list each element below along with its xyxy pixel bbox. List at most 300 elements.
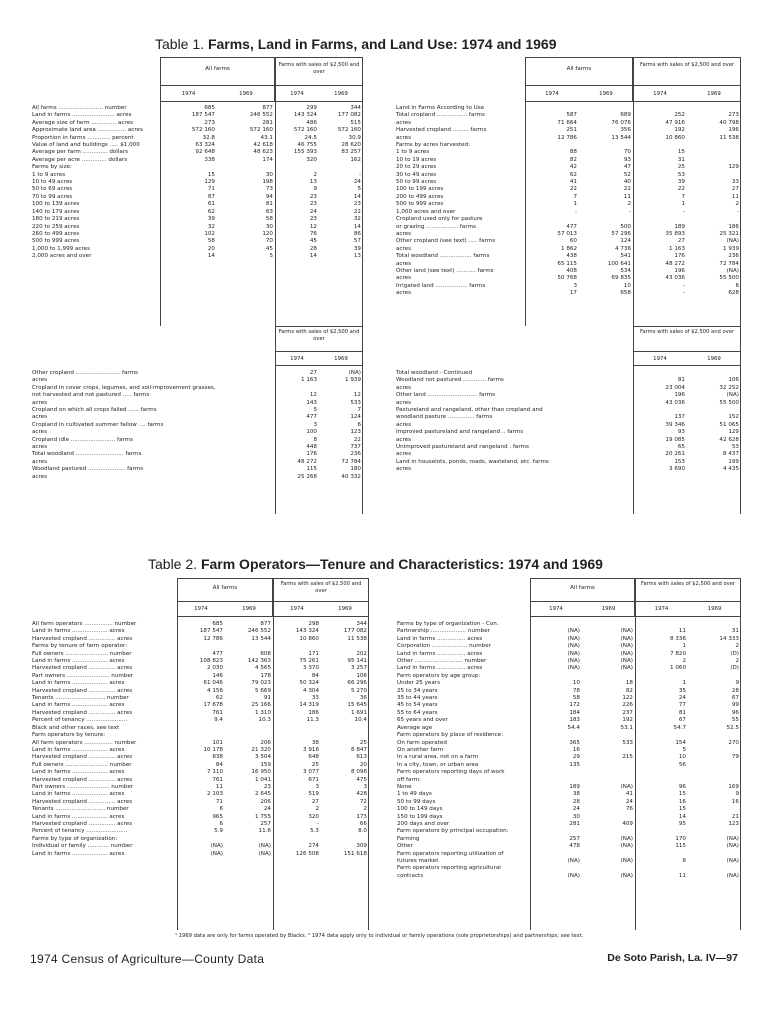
row-label: acres — [396, 230, 412, 237]
table-cell — [225, 725, 273, 732]
table-row — [30, 451, 363, 458]
table-cell: (NA) — [620, 858, 633, 864]
table-cell: 39 — [353, 245, 361, 252]
table-row — [394, 194, 741, 201]
table-cell — [582, 747, 635, 754]
table2-left — [30, 621, 369, 858]
row-label: acres — [32, 444, 48, 451]
table-cell: 4 304 — [302, 687, 319, 694]
table-cell: 143 324 — [295, 628, 319, 635]
table-cell: 76 — [625, 806, 633, 813]
table-cell: 273 — [728, 112, 739, 119]
row-label: 2,000 acres and over — [32, 253, 92, 260]
table-row — [30, 702, 369, 709]
table-cell: 69 835 — [611, 275, 631, 282]
table-cell: 151 618 — [343, 850, 367, 857]
table-cell — [579, 142, 633, 149]
table-cell: 7 — [681, 193, 685, 200]
table-cell: 14 333 — [719, 635, 739, 642]
row-label: Harvested cropland ............... acres — [32, 665, 133, 672]
table-cell: 13 — [309, 179, 317, 186]
table-cell: 14 — [309, 253, 317, 260]
table-cell: 177 082 — [337, 112, 361, 119]
table-cell: 41 — [569, 179, 577, 186]
table-cell: 281 — [569, 820, 580, 827]
table-cell: 41 — [625, 791, 633, 798]
table-cell: 500 — [620, 223, 631, 230]
table-row — [394, 164, 741, 171]
table-cell: 23 — [353, 201, 361, 208]
table-cell — [688, 851, 741, 858]
table-cell — [321, 725, 369, 732]
table-cell: 10 — [678, 754, 686, 761]
table-cell: - — [682, 282, 685, 289]
table-cell: 82 — [625, 687, 633, 694]
table-cell: 54.7 — [673, 724, 686, 731]
table-row — [30, 628, 369, 635]
table-cell — [688, 777, 741, 784]
table-cell: (NA) — [258, 843, 271, 850]
table-row — [395, 643, 741, 650]
table-cell: 2 — [735, 658, 739, 665]
table-row — [394, 231, 741, 238]
table-cell: 32 252 — [719, 384, 739, 391]
row-label: Other cropland (see text) ..... farms — [396, 238, 496, 245]
table-cell: 475 — [356, 776, 367, 783]
table-cell — [530, 777, 582, 784]
footer-page-ref: De Soto Parish, La. IV—97 — [607, 952, 738, 964]
table-cell: 477 — [566, 223, 577, 230]
row-label: Woodland not pastured ............. farms — [396, 377, 504, 384]
table-cell — [582, 814, 635, 821]
row-label: acres — [396, 245, 412, 252]
table-cell: 13 544 — [251, 635, 271, 642]
table-cell: 56 — [678, 761, 686, 768]
table-cell: 320 — [308, 813, 319, 820]
table-cell — [688, 732, 741, 739]
table-cell: 24 — [678, 695, 686, 702]
table-cell — [177, 836, 225, 843]
row-label: 100 to 149 days — [397, 806, 443, 813]
row-label: Total woodland ........................... farms — [32, 451, 142, 458]
row-label: Land in farms .................... acres — [32, 746, 125, 753]
table-cell: 486 — [306, 119, 317, 126]
table-cell: 135 — [569, 761, 580, 768]
t2-right-year-a1: 1974 — [549, 606, 563, 612]
table-cell — [530, 851, 582, 858]
table-cell: 3 — [313, 421, 317, 428]
table-cell: 154 — [675, 739, 686, 746]
table-row — [30, 688, 369, 695]
t2-right-year-b2: 1969 — [707, 606, 722, 612]
table-row — [395, 710, 741, 717]
table-cell: 186 — [308, 709, 319, 716]
table-cell: 169 — [728, 783, 739, 790]
table-cell: (NA) — [726, 392, 739, 399]
table-cell — [530, 769, 582, 776]
table-cell: (NA) — [210, 843, 223, 850]
table-row — [30, 105, 363, 112]
row-label: Total cropland ................. farms — [396, 112, 485, 119]
table-cell: 12 786 — [557, 134, 577, 141]
table-cell: 572 160 — [191, 127, 215, 134]
row-label: 140 to 179 acres — [32, 208, 80, 215]
table-cell — [687, 216, 741, 223]
table-cell — [530, 732, 582, 739]
table-row — [394, 283, 741, 290]
table-row — [30, 120, 363, 127]
table-cell — [273, 836, 321, 843]
table-cell: 172 — [569, 702, 580, 709]
table-cell: 11 — [623, 193, 631, 200]
table-cell: 63 — [265, 208, 273, 215]
table-cell: 27 — [311, 798, 319, 805]
table-cell: 146 — [212, 672, 223, 679]
table-cell: 25 — [311, 761, 319, 768]
row-label: Harvested cropland ............... acres — [32, 709, 133, 716]
row-label: Average per acre .............. dollars — [32, 156, 128, 163]
table-cell: - — [358, 171, 361, 178]
row-label: acres — [396, 134, 412, 141]
row-label: or grazing .................. farms — [396, 223, 476, 230]
table-row — [394, 127, 741, 134]
row-label: Tenants ............................ number — [32, 695, 129, 702]
table-cell: 737 — [350, 444, 361, 451]
table-cell — [530, 865, 582, 872]
row-label: Corporation .................... number — [397, 643, 491, 650]
table-cell: 54.4 — [567, 724, 580, 731]
table-cell: 281 — [262, 119, 273, 126]
table-cell: 608 — [260, 650, 271, 657]
table-cell: 87 — [207, 193, 215, 200]
table-cell — [217, 164, 275, 171]
table-row — [30, 231, 363, 238]
table-row — [394, 385, 741, 392]
table-cell: 124 — [620, 238, 631, 245]
table-cell: 16 — [678, 798, 686, 805]
table-row — [30, 466, 363, 473]
table-cell: (NA) — [567, 643, 580, 650]
table-cell: 7 110 — [206, 769, 223, 776]
table-cell: 30.9 — [348, 134, 361, 141]
table-cell: 246 552 — [249, 112, 273, 119]
table-cell: 31 — [731, 628, 739, 635]
table-cell: 22 — [677, 186, 685, 193]
table-cell: - — [736, 208, 739, 215]
table-row — [394, 172, 741, 179]
table-cell: (NA) — [567, 635, 580, 642]
table-row — [394, 370, 741, 377]
row-label: Other land ............................ farms — [396, 392, 496, 399]
table-cell: 99 — [731, 702, 739, 709]
table-cell — [275, 385, 319, 392]
table1-lower-left — [30, 370, 363, 481]
row-label: 220 to 259 acres — [32, 223, 80, 230]
table-cell: 79 023 — [251, 680, 271, 687]
table-row — [395, 762, 741, 769]
table-cell: 1 — [682, 680, 686, 687]
table-cell: (D) — [730, 650, 739, 657]
table-cell: 9 — [313, 186, 317, 193]
table-row — [30, 377, 363, 384]
table-cell: 2 — [627, 201, 631, 208]
table-cell: 3 257 — [350, 665, 367, 672]
table-cell — [687, 105, 741, 112]
table-row — [30, 851, 369, 858]
table-row — [394, 444, 741, 451]
table-cell: 95 141 — [347, 658, 367, 665]
table-cell — [582, 762, 635, 769]
table-cell: 236 — [350, 451, 361, 458]
table-cell: 24 — [353, 179, 361, 186]
table-row — [30, 444, 363, 451]
t2-right-sales-label: Farms with sales of $2,500 and over — [640, 581, 736, 587]
table-cell — [687, 172, 741, 179]
table-row — [30, 725, 369, 732]
table-cell: 15 — [677, 149, 685, 156]
table2-right — [395, 621, 741, 880]
table-cell: 2 — [735, 201, 739, 208]
row-label: 260 to 499 acres — [32, 230, 80, 237]
table-cell — [582, 673, 635, 680]
table-row — [394, 459, 741, 466]
table-cell: 541 — [620, 253, 631, 260]
table-row — [394, 179, 741, 186]
table-cell: 55 500 — [719, 275, 739, 282]
row-label: In a rural area, not on a farm — [397, 754, 479, 761]
table-cell: 187 547 — [191, 112, 215, 119]
row-label: Farms by acres harvested: — [396, 142, 470, 149]
row-label: 500 to 999 acres — [396, 201, 444, 208]
row-label: Farm operators by age group: — [397, 672, 481, 679]
table-cell: 6 — [357, 421, 361, 428]
t1-left-year-a2: 1974 — [290, 91, 304, 97]
table-cell: 2 — [315, 806, 319, 813]
row-label: Land in farms ................ acres — [397, 635, 483, 642]
table-row — [394, 253, 741, 260]
table-cell: 30 — [572, 813, 580, 820]
table-row — [30, 209, 363, 216]
table-cell: 126 508 — [295, 850, 319, 857]
table-cell: 71 — [207, 186, 215, 193]
table-cell: 93 — [623, 156, 631, 163]
table-row — [395, 821, 741, 828]
table-cell: 176 — [674, 253, 685, 260]
table-cell: (NA) — [567, 858, 580, 864]
table-cell: 23 004 — [665, 384, 685, 391]
table-row — [30, 253, 363, 260]
table2-footnote: ¹ 1969 data are only for farms operated by Blacks. ² 1974 data apply only to individual or family operations (sole proprietorships) and partnerships; see text. — [175, 933, 584, 939]
table-cell: 53 — [677, 171, 685, 178]
row-label: Partnership .................... number — [397, 628, 490, 635]
table-cell: 23 — [309, 216, 317, 223]
row-label: acres — [396, 290, 412, 297]
table-cell: 171 — [308, 650, 319, 657]
table-cell: 28 — [572, 798, 580, 805]
row-label: 100 to 199 acres — [396, 186, 444, 193]
table-cell: 189 — [569, 783, 580, 790]
table-cell: 40 — [623, 179, 631, 186]
table-row — [30, 710, 369, 717]
table-row — [30, 828, 369, 835]
table-cell — [160, 164, 217, 171]
table-cell: 2 — [313, 171, 317, 178]
table-cell: 32 — [207, 223, 215, 230]
table-cell: 38 — [572, 791, 580, 798]
row-label: Proportion in farms ............. percent — [32, 134, 134, 141]
table-cell: 115 — [306, 466, 317, 473]
table-row — [30, 429, 363, 436]
row-label: acres — [396, 119, 412, 126]
table-cell: 62 — [215, 695, 223, 702]
row-label: Unimproved pastureland and rangeland . farms — [396, 444, 529, 451]
table-cell: 4 156 — [206, 687, 223, 694]
row-label: Harvested cropland ............... acres — [32, 798, 133, 805]
table-row — [30, 740, 369, 747]
row-label: Other cropland ......................... farms — [32, 370, 138, 376]
table-cell: 57 013 — [557, 230, 577, 237]
table-row — [395, 754, 741, 761]
t2-left-year-a1: 1974 — [194, 606, 208, 612]
table-cell: 35 — [678, 687, 686, 694]
table-cell: (NA) — [620, 872, 633, 879]
table-cell: 9 — [735, 680, 739, 687]
table-cell: 11 — [215, 783, 223, 790]
table-cell: 176 — [306, 451, 317, 458]
table-cell: 2 645 — [254, 791, 271, 798]
table-cell: 2 103 — [206, 791, 223, 798]
table-cell: 120 — [262, 230, 273, 237]
row-label: 1,000 to 1,999 acres — [32, 245, 91, 252]
table-cell: 108 823 — [199, 658, 223, 665]
table-cell: 10.3 — [258, 717, 271, 724]
table-row — [30, 186, 363, 193]
row-label: 30 to 49 acres — [396, 171, 437, 178]
table-cell: 17 — [569, 290, 577, 297]
table-cell: 53.1 — [620, 724, 633, 731]
row-label: Land in farms .................... acres — [32, 769, 125, 776]
table-cell: 25 166 — [251, 702, 271, 709]
table-cell: 2 — [682, 658, 686, 665]
table-cell: 115 — [675, 843, 686, 850]
table-cell: 5.9 — [214, 828, 223, 835]
table-cell: 43 036 — [665, 275, 685, 282]
table-cell: 83 257 — [341, 149, 361, 156]
table1-left — [30, 105, 363, 261]
table-cell: (NA) — [620, 643, 633, 650]
table-row — [30, 843, 369, 850]
table-row — [395, 621, 741, 628]
row-label: acres — [32, 414, 48, 421]
table-row — [30, 814, 369, 821]
table-cell: 102 — [204, 230, 215, 237]
row-label: Full owners ........................ number — [32, 650, 132, 657]
table-row — [30, 621, 369, 628]
table-cell: 23 — [309, 193, 317, 200]
table-cell: 4 565 — [254, 665, 271, 672]
table-cell: 178 — [260, 672, 271, 679]
table-cell: 66 — [359, 820, 367, 827]
table-cell: 257 — [569, 835, 580, 842]
table-cell: - — [682, 290, 685, 297]
table-cell: 685 — [212, 621, 223, 627]
table-row — [395, 636, 741, 643]
table-cell — [177, 725, 225, 732]
table-cell: 519 — [308, 791, 319, 798]
table-cell — [688, 828, 741, 835]
table-cell: 14 — [353, 193, 361, 200]
row-label: acres — [396, 421, 412, 428]
table-cell — [688, 673, 741, 680]
row-label: woodland pasture ............... farms — [396, 414, 493, 421]
table-cell: 33 — [311, 695, 319, 702]
table-cell: 82 — [569, 156, 577, 163]
table2-title: Table 2. Farm Operators—Tenure and Characteristics: 1974 and 1969 — [148, 556, 603, 572]
table-cell: 20 — [207, 245, 215, 252]
t1-lowleft-year-b: 1969 — [334, 356, 348, 362]
table-cell: 60 — [569, 238, 577, 245]
table-cell: 183 — [569, 717, 580, 724]
table-cell: 73 — [265, 186, 273, 193]
table-cell: 22 — [353, 208, 361, 215]
row-label: Cropland on which all crops failed ...... farms — [32, 407, 157, 414]
table-cell: (NA) — [620, 650, 633, 657]
row-label: 1,000 acres and over — [396, 208, 456, 215]
table-row — [30, 769, 369, 776]
table-row — [30, 777, 369, 784]
table-cell: 3 690 — [668, 466, 685, 473]
table-cell: 189 — [674, 223, 685, 230]
table-row — [395, 836, 741, 843]
table-cell: 22 — [353, 436, 361, 443]
table-cell: 408 — [566, 267, 577, 274]
table-row — [395, 828, 741, 835]
table-cell: 122 — [622, 695, 633, 702]
table-cell: 58 — [207, 238, 215, 245]
table-cell — [635, 673, 688, 680]
table-row — [395, 651, 741, 658]
table-cell: 199 — [728, 458, 739, 465]
table-cell: (NA) — [567, 628, 580, 635]
table-cell: 78 — [572, 687, 580, 694]
table-cell — [582, 828, 635, 835]
table-cell: 965 — [212, 813, 223, 820]
t1-right-year-a2: 1974 — [653, 91, 667, 97]
table-row — [30, 806, 369, 813]
row-label: acres — [396, 260, 412, 267]
row-label: 100 to 139 acres — [32, 201, 80, 208]
table-cell: 187 547 — [199, 628, 223, 635]
row-label: Land in houselots, ponds, roads, wasteland, etc. farms — [396, 458, 549, 465]
row-label: Farms by type of organization - Con. — [397, 621, 499, 627]
table-row — [30, 754, 369, 761]
table-row — [394, 224, 741, 231]
table-cell: 877 — [262, 105, 273, 111]
table-cell: 6 — [735, 282, 739, 289]
table-cell: 55 500 — [719, 399, 739, 406]
table-cell: 1 — [681, 201, 685, 208]
table-cell: 3 370 — [302, 665, 319, 672]
table-cell: 3 077 — [302, 769, 319, 776]
table-cell: 79 — [731, 754, 739, 761]
row-label: 10 to 19 acres — [396, 156, 437, 163]
table-cell — [525, 142, 579, 149]
table-row — [395, 791, 741, 798]
table-row — [394, 429, 741, 436]
table-cell: 273 — [204, 119, 215, 126]
table-cell: 52.5 — [726, 724, 739, 731]
table-cell: 14 — [353, 223, 361, 230]
